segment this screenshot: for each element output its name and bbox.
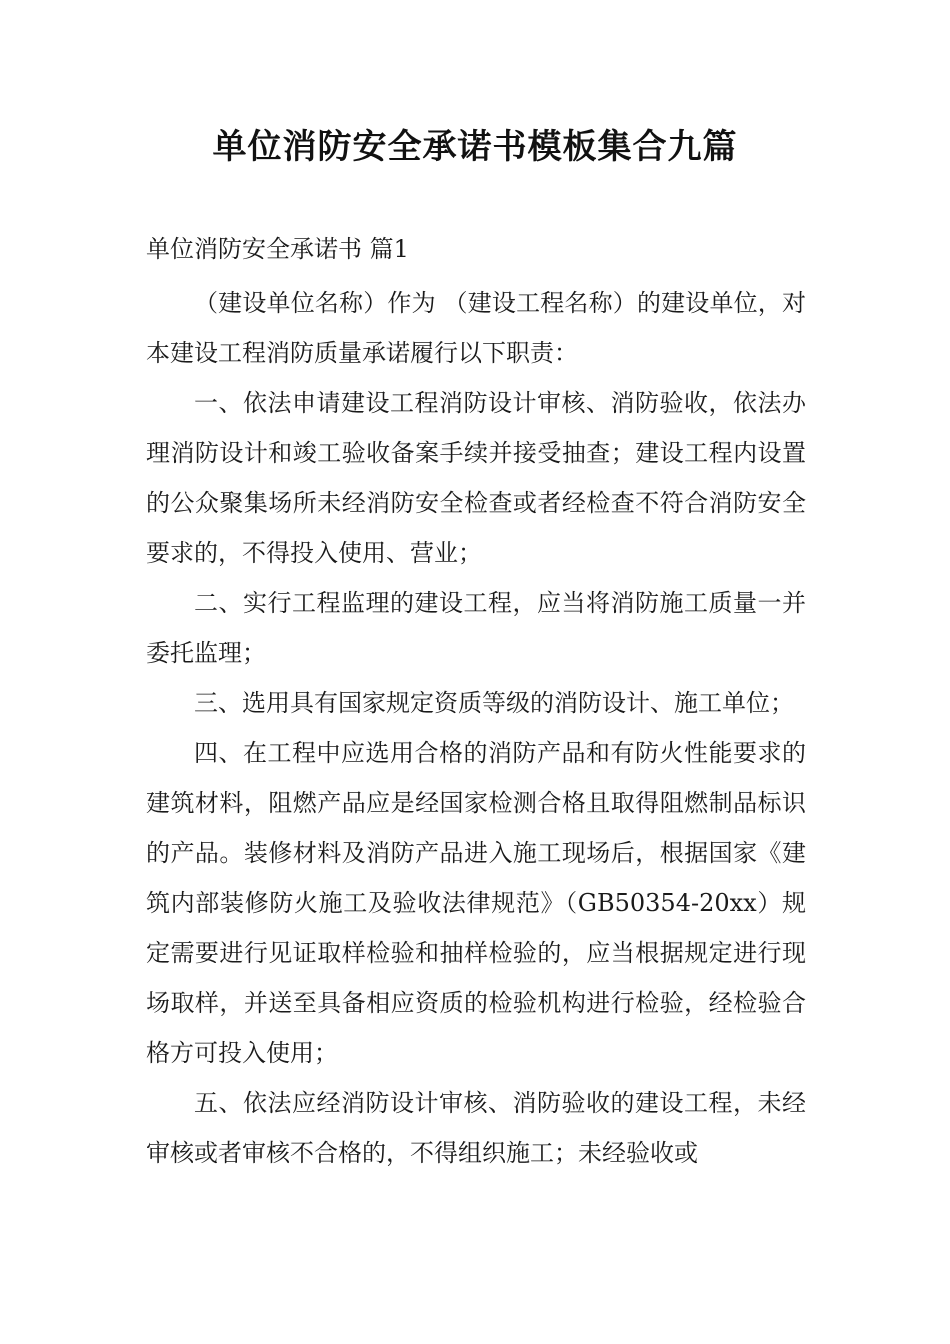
paragraph-intro: （建设单位名称）作为 （建设工程名称）的建设单位，对本建设工程消防质量承诺履行以下职责： (146, 289, 806, 367)
paragraph-item-1: 一、依法申请建设工程消防设计审核、消防验收，依法办理消防设计和竣工验收备案手续并接受抽查；建设工程内设置的公众聚集场所未经消防安全检查或者经检查不符合消防安全要求的，不得投入使用、营业； (146, 389, 806, 567)
paragraph-item-4: 四、在工程中应选用合格的消防产品和有防火性能要求的建筑材料，阻燃产品应是经国家检测合格且取得阻燃制品标识的产品。装修材料及消防产品进入施工现场后，根据国家《建筑内部装修防火施工及验收法律规范》（GB50354-20xx）规定需要进行见证取样检验和抽样检验的，应当根据规定进行现场取样，并送至具备相应资质的检验机构进行检验，经检验合格方可投入使用； (146, 739, 806, 1067)
paragraph-item-3: 三、选用具有国家规定资质等级的消防设计、施工单位； (194, 689, 794, 717)
document-body (146, 224, 806, 1178)
document-title: 单位消防安全承诺书模板集合九篇 (212, 127, 738, 167)
paragraph-item-2: 二、实行工程监理的建设工程，应当将消防施工质量一并委托监理； (146, 589, 806, 667)
section-heading: 单位消防安全承诺书 篇1 (146, 235, 409, 263)
paragraph-item-5: 五、依法应经消防设计审核、消防验收的建设工程，未经审核或者审核不合格的，不得组织施工；未经验收或 (146, 1089, 806, 1167)
